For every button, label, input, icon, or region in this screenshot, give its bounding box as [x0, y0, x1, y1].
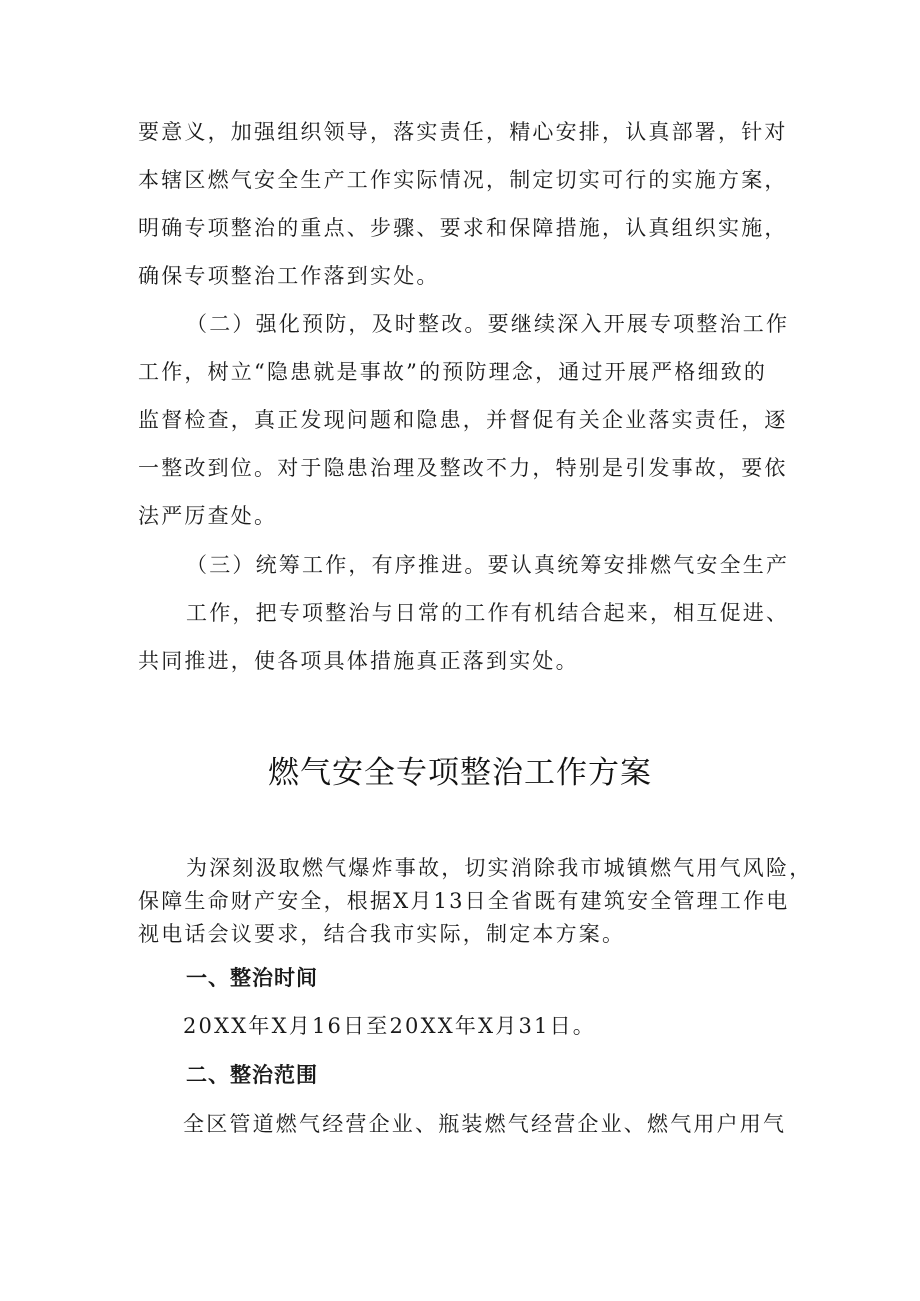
- paragraph-line: 工作，树立“隐患就是事故”的预防理念，通过开展严格细致的: [138, 360, 768, 384]
- document-title: 燃气安全专项整治工作方案: [268, 755, 652, 791]
- section-text-scope: 全区管道燃气经营企业、瓶装燃气经营企业、燃气用户用气: [183, 1112, 787, 1136]
- paragraph-coordination: [138, 541, 798, 685]
- paragraph-line: 要意义，加强组织领导，落实责任，精心安排，认真部署，针对: [138, 120, 788, 144]
- paragraph-line: 工作，把专项整治与日常的工作有机结合起来，相互促进、: [186, 601, 790, 625]
- paragraph-prevention: [138, 300, 798, 540]
- paragraph-line: 共同推进，使各项具体措施真正落到实处。: [138, 649, 579, 673]
- paragraph-line: 法严厉查处。: [138, 504, 278, 528]
- section-heading-scope: 二、整治范围: [186, 1063, 318, 1087]
- section-heading-time: 一、整治时间: [186, 966, 318, 990]
- paragraph-line: 明确专项整治的重点、步骤、要求和保障措施，认真组织实施，: [138, 216, 788, 240]
- section-text-time: 20XX年X月16日至20XX年X月31日。: [183, 1014, 596, 1038]
- paragraph-line: 为深刻汲取燃气爆炸事故，切实消除我市城镇燃气用气风险，: [186, 856, 813, 880]
- paragraph-line: （三）统筹工作，有序推进。要认真统筹安排燃气安全生产: [186, 553, 790, 577]
- paragraph-line: 一整改到位。对于隐患治理及整改不力，特别是引发事故，要依: [138, 456, 788, 480]
- paragraph-line: （二）强化预防，及时整改。要继续深入开展专项整治工作: [186, 312, 790, 336]
- paragraph-line: 确保专项整治工作落到实处。: [138, 264, 440, 288]
- paragraph-line: 保障生命财产安全，根据X月13日全省既有建筑安全管理工作电: [138, 889, 790, 913]
- paragraph-line: 视电话会议要求，结合我市实际，制定本方案。: [138, 922, 626, 946]
- paragraph-continuation: [138, 108, 798, 300]
- paragraph-line: 监督检查，真正发现问题和隐患，并督促有关企业落实责任，逐: [138, 408, 788, 432]
- intro-paragraph: [138, 852, 813, 951]
- paragraph-line: 本辖区燃气安全生产工作实际情况，制定切实可行的实施方案，: [138, 168, 788, 192]
